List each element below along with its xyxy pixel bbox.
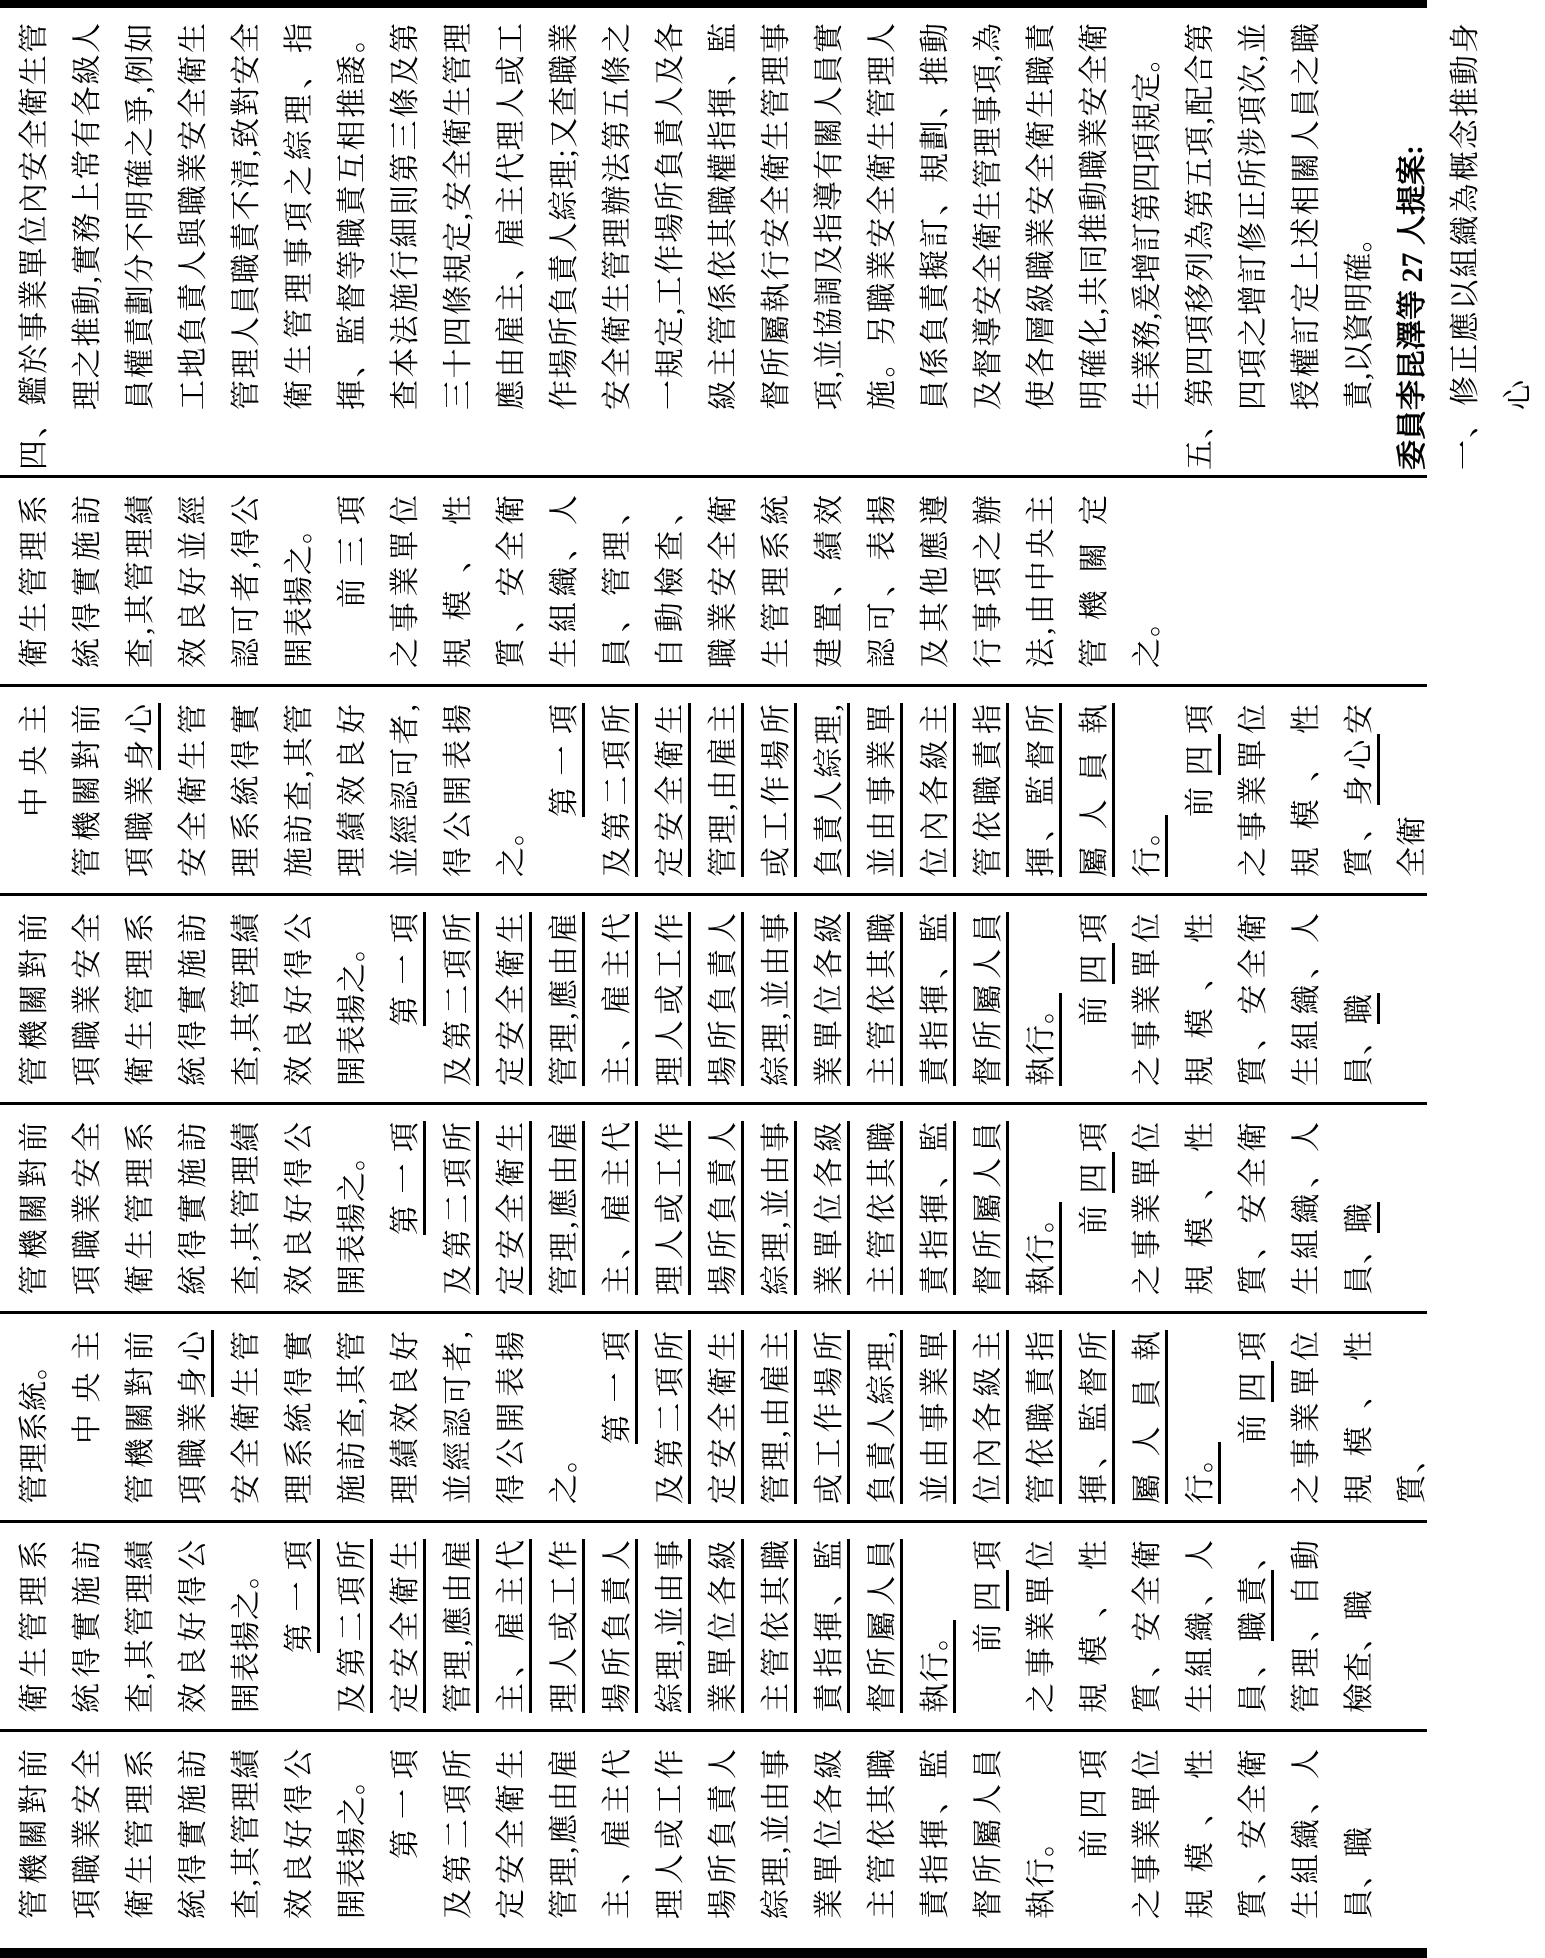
- table-column-1: [0, 18, 1535, 478]
- underlined-amendment-text: 第一項及第二項所定安全衛生管理,應由雇主、雇主代理人或工作場所負責人綜理,並由事業單位各級主管依其職責指揮、監督所屬人員執行。: [389, 1121, 1062, 1295]
- text-segment: 前四項之事業單位規模、性質、安全衛生組織、人員、職: [1078, 1748, 1376, 1919]
- paragraph: [8, 494, 326, 668]
- underlined-amendment-text: 身心: [1343, 734, 1380, 806]
- underlined-amendment-text: 職: [1343, 1202, 1380, 1233]
- text-segment: 前三項之事業單位規模、性質、安全衛生組織、人員、管理、自動檢查、職業安全衛生管理系統建置、績效認可、表揚及其他應遵行事項之辦法,由中央主管機關定之。: [336, 494, 1164, 668]
- underlined-amendment-text: 四: [1078, 1152, 1115, 1194]
- text-segment: 五、第四項移列為第五項,配合第四項之增訂修正所涉項次,並授權訂定上述相關人員之職責,以資明確。: [1184, 23, 1376, 470]
- proposal-header-text: 委員李昆澤等 27 人提案:: [1396, 145, 1429, 470]
- underlined-amendment-text: 四: [972, 1570, 1009, 1612]
- text-segment: 項之事業單位規模、性質、安全衛生組織、人員、: [1078, 912, 1376, 1086]
- paragraph: [379, 1748, 1068, 1919]
- table-column-7: [0, 1523, 1427, 1732]
- text-segment: 管理系統。: [18, 1349, 51, 1504]
- paragraph: [1439, 23, 1545, 470]
- paragraph: [8, 912, 379, 1086]
- underlined-amendment-text: 職責: [1237, 1570, 1274, 1642]
- paragraph: [1068, 912, 1386, 1086]
- underlined-amendment-text: 第一項及第二項所定安全衛生管理,由雇主或工作場所負責人綜理,並由事業單位內各級主管依職責指揮、監督所屬人員執行。: [548, 703, 1168, 877]
- text-segment: 安全衛生管理系統得實施訪查,其管理績效良好並經認可者,得公開表揚之。: [230, 1330, 581, 1504]
- text-segment: 第一項及第二項所定安全衛生管理,應由雇主、雇主代理人或工作場所負責人綜理,並由事業單位各級主管依其職責指揮、監督所屬人員執行。: [389, 1748, 1058, 1919]
- paragraph: [8, 1539, 273, 1713]
- table-column-4: [0, 896, 1427, 1105]
- paragraph: [8, 1330, 61, 1504]
- underlined-amendment-text: 職: [1343, 993, 1380, 1024]
- paragraph: [538, 703, 1174, 877]
- text-segment: 衛生管理系統得實施訪查,其管理績效良好並經認可者,得公開表揚之。: [18, 494, 316, 668]
- paragraph: [591, 1330, 1227, 1504]
- text-segment: 前: [972, 1611, 1005, 1653]
- underlined-amendment-text: 四: [1237, 1361, 1274, 1403]
- text-segment: 、管理、自動檢查、職: [1237, 1539, 1376, 1713]
- paragraph: [1068, 1121, 1386, 1295]
- text-segment: 管機關對前項職業安全衛生管理系統得實施訪查,其管理績效良好得公開表揚之。: [18, 1121, 369, 1295]
- paragraph: [8, 703, 538, 877]
- table-column-3: [0, 687, 1427, 896]
- text-segment: 前: [1237, 1402, 1270, 1444]
- text-segment: 前: [1078, 984, 1111, 1026]
- text-segment: 安全衛生管理系統得實施訪查,其管理績效良好並經認可者,得公開表揚之。: [177, 703, 528, 877]
- text-segment: 中央主管機關對前項職業: [18, 703, 157, 877]
- paragraph: [1227, 1330, 1439, 1504]
- text-segment: 項之事業單位規模、性質、安全衛生組織、人員、: [1078, 1121, 1376, 1295]
- underlined-amendment-text: 第一項及第二項所定安全衛生管理,應由雇主、雇主代理人或工作場所負責人綜理,並由事業單位各級主管依其職責指揮、監督所屬人員執行。: [283, 1539, 956, 1713]
- underlined-amendment-text: 身心: [124, 703, 161, 770]
- paragraph: [8, 23, 1174, 470]
- text-segment: 管機關對前項職業安全衛生管理系統得實施訪查,其管理績效良好得公開表揚之。: [18, 1748, 369, 1919]
- table-column-6: [0, 1314, 1427, 1523]
- paragraph: [962, 1539, 1386, 1713]
- paragraph: [1068, 1748, 1386, 1919]
- paragraph: [1174, 23, 1386, 470]
- paragraph: [1386, 23, 1439, 470]
- underlined-amendment-text: 身心: [177, 1330, 214, 1397]
- paragraph: [8, 1121, 379, 1295]
- paragraph: [1174, 703, 1439, 877]
- underlined-amendment-text: 第一項及第二項所定安全衛生管理,應由雇主、雇主代理人或工作場所負責人綜理,並由事業單位各級主管依其職責指揮、監督所屬人員執行。: [389, 912, 1062, 1086]
- table-column-8: [0, 1732, 1427, 1935]
- paragraph: [273, 1539, 962, 1713]
- underlined-amendment-text: 四: [1184, 734, 1221, 776]
- paragraph: [61, 1330, 591, 1504]
- paragraph: [8, 1748, 379, 1919]
- text-segment: 項之事業單位規模、性質、: [1184, 703, 1376, 877]
- text-segment: 中央主管機關對前項職業: [71, 1330, 210, 1504]
- underlined-amendment-text: 第一項及第二項所定安全衛生管理,由雇主或工作場所負責人綜理,並由事業單位內各級主管依職責指揮、監督所屬人員執行。: [601, 1330, 1221, 1504]
- text-segment: 四、鑑於事業單位內安全衛生管理之推動,實務上常有各級人員權責劃分不明確之爭,例如工地負責人與職業安全衛生管理人員職責不清,致對安全衛生管理事項之綜理、指揮、監督等職責互相推諉。查本法施行細則第三條及第三十四條規定,安全衛生管理應由雇主、雇主代理人或工作場所負責人綜理;又查職業安全衛生管理辦法第五條之一規定,工作場所負責人及各級主管係依其職權指揮、監督所屬執行安全衛生管理事項,並協調及指導有關人員實施。另職業安全衛生管理人員係負責擬訂、規劃、推動及督導安全衛生管理事項,為使各層級職業安全衛生職責明確化,共同推動職業安全衛生業務,爰增訂第四項規定。: [18, 23, 1164, 470]
- text-segment: 衛生管理系統得實施訪查,其管理績效良好得公開表揚之。: [18, 1539, 263, 1713]
- table-column-2: [0, 478, 1427, 687]
- paragraph: [379, 912, 1068, 1086]
- text-segment: 項之事業單位規模、性質、: [1237, 1330, 1429, 1504]
- text-segment: 安全衛: [1343, 703, 1429, 877]
- comparison-table-columns: [0, 18, 1535, 1935]
- paragraph: [326, 494, 1174, 668]
- text-segment: 管機關對前項職業安全衛生管理系統得實施訪查,其管理績效良好得公開表揚之。: [18, 912, 369, 1086]
- text-segment: 前: [1078, 1193, 1111, 1235]
- text-segment: 前: [1184, 775, 1217, 817]
- underlined-amendment-text: 四: [1078, 943, 1115, 985]
- text-segment: 項之事業單位規模、性質、安全衛生組織、人員、: [972, 1539, 1270, 1713]
- paragraph: [379, 1121, 1068, 1295]
- text-segment: 一、修正應以組織為概念推動身心: [1449, 23, 1535, 470]
- table-column-5: [0, 1105, 1427, 1314]
